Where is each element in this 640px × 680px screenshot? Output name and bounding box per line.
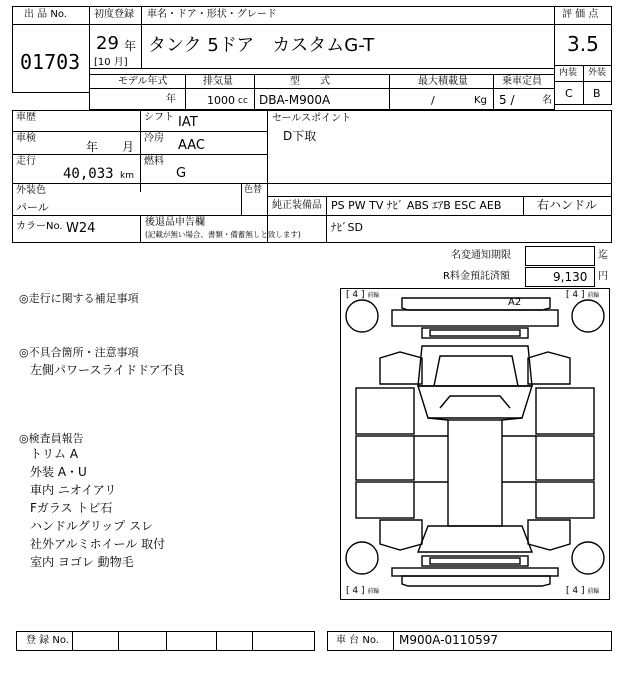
sales-point: D下取 bbox=[283, 129, 317, 143]
exterior-label: 外装 bbox=[588, 68, 607, 78]
score-value: 3.5 bbox=[567, 32, 599, 56]
yen-unit: 円 bbox=[598, 271, 608, 282]
capacity-value: 5 / bbox=[499, 93, 515, 107]
inspector-line: ハンドルグリップ スレ bbox=[30, 519, 154, 533]
tire-tr-label: [ 4 ] 前輪 bbox=[566, 290, 600, 300]
aftermarket-note: (記載が無い場合、書類・備蓄無しと致します) bbox=[145, 230, 301, 239]
tire-bl-label: [ 4 ] 前輪 bbox=[346, 586, 380, 596]
reg-month: [10 月] bbox=[94, 57, 128, 68]
chassis-number: M900A-0110597 bbox=[399, 633, 498, 647]
model-year-label: モデル年式 bbox=[118, 76, 168, 87]
inspector-line: 社外アルミホイール 取付 bbox=[30, 537, 166, 551]
front-right-tire-icon bbox=[572, 300, 604, 332]
steering-value: 右ハンドル bbox=[537, 198, 598, 212]
front-left-tire-icon bbox=[346, 300, 378, 332]
car-diagram bbox=[340, 288, 610, 600]
interior-label: 内装 bbox=[559, 68, 578, 78]
inspector-line: Fガラス トビ石 bbox=[30, 501, 113, 515]
inspection-month: 月 bbox=[122, 140, 135, 154]
ac-label: 冷房 bbox=[144, 133, 164, 144]
capacity-label: 乗車定員 bbox=[502, 76, 542, 87]
lot-number: 01703 bbox=[20, 50, 81, 74]
model-year-unit: 年 bbox=[166, 94, 176, 105]
km-unit: km bbox=[120, 171, 134, 181]
displacement-label: 排気量 bbox=[203, 76, 233, 87]
inspector-line: 外装 A・U bbox=[30, 465, 87, 479]
inspector-line: トリム A bbox=[30, 447, 79, 461]
name-change-unit: 迄 bbox=[598, 250, 608, 261]
car-name: タンク 5ドア カスタムG-T bbox=[148, 35, 375, 56]
colorno-value: W24 bbox=[66, 221, 96, 236]
lot-label: 出 品 No. bbox=[24, 9, 67, 20]
reg-year: 29 bbox=[96, 33, 119, 54]
ac-value: AAC bbox=[178, 138, 205, 153]
load-slash: / bbox=[431, 94, 435, 107]
shift-label: シフト bbox=[144, 112, 174, 123]
score-label: 評 価 点 bbox=[562, 9, 599, 20]
inspector-line: 車内 ニオイアリ bbox=[30, 483, 117, 497]
mileage-label: 走行 bbox=[16, 156, 36, 167]
recycle-amount: 9,130 bbox=[553, 270, 588, 284]
reg-no-label: 登 録 No. bbox=[26, 635, 69, 646]
type-label: 型 式 bbox=[290, 76, 330, 87]
reg-label: 初度登録 bbox=[94, 9, 134, 20]
sales-label: セールスポイント bbox=[272, 113, 352, 124]
colorno-label: カラーNo. bbox=[16, 221, 63, 232]
aftermarket-label: 後退品申告欄 bbox=[145, 217, 205, 228]
damage-mark-a2: A2 bbox=[508, 297, 522, 308]
exterior-grade: B bbox=[593, 87, 601, 100]
inspector-title: ◎検査員報告 bbox=[19, 432, 84, 445]
interior-grade: C bbox=[565, 87, 573, 100]
year-unit: 年 bbox=[124, 39, 137, 53]
name-label: 車名・ドア・形状・グレード bbox=[147, 9, 277, 20]
fuel-label: 燃料 bbox=[144, 156, 164, 167]
chassis-label: 車 台 No. bbox=[336, 635, 379, 646]
inspector-line: 室内 ヨゴレ 動物毛 bbox=[30, 555, 134, 569]
kg-unit: Kg bbox=[474, 95, 487, 106]
type-value: DBA-M900A bbox=[259, 93, 331, 107]
history-label: 車歴 bbox=[16, 112, 36, 123]
name-change-box bbox=[525, 246, 595, 266]
tire-tl-label: [ 4 ] 前輪 bbox=[346, 290, 380, 300]
capacity-unit: 名 bbox=[542, 95, 552, 106]
fuel-value: G bbox=[176, 166, 187, 181]
rear-right-tire-icon bbox=[572, 542, 604, 574]
cc-unit: cc bbox=[238, 96, 248, 106]
shift-value: IAT bbox=[178, 115, 198, 130]
displacement-value: 1000 bbox=[207, 94, 235, 107]
defects-title: ◎不具合箇所・注意事項 bbox=[19, 346, 139, 359]
name-change-label: 名変通知期限 bbox=[451, 250, 511, 261]
mileage-value: 40,033 bbox=[63, 166, 114, 182]
inspection-year: 年 bbox=[86, 140, 99, 154]
color-label: 外装色 bbox=[16, 185, 46, 196]
equip-label: 純正装備品 bbox=[272, 200, 322, 211]
driving-title: ◎走行に関する補足事項 bbox=[19, 292, 139, 305]
repaint-label: 色替 bbox=[244, 185, 263, 195]
inspection-label: 車検 bbox=[16, 133, 36, 144]
recycle-label: R料金預託済額 bbox=[443, 271, 510, 282]
aftermarket-value: ﾅﾋﾞSD bbox=[331, 221, 363, 234]
load-label: 最大積載量 bbox=[418, 76, 468, 87]
defect-line: 左側パワースライドドア不良 bbox=[30, 363, 185, 377]
rear-left-tire-icon bbox=[346, 542, 378, 574]
color-value: パール bbox=[16, 201, 49, 214]
equipment-value: PS PW TV ﾅﾋﾞ ABS ｴｱB ESC AEB bbox=[331, 199, 502, 212]
tire-br-label: [ 4 ] 前輪 bbox=[566, 586, 600, 596]
